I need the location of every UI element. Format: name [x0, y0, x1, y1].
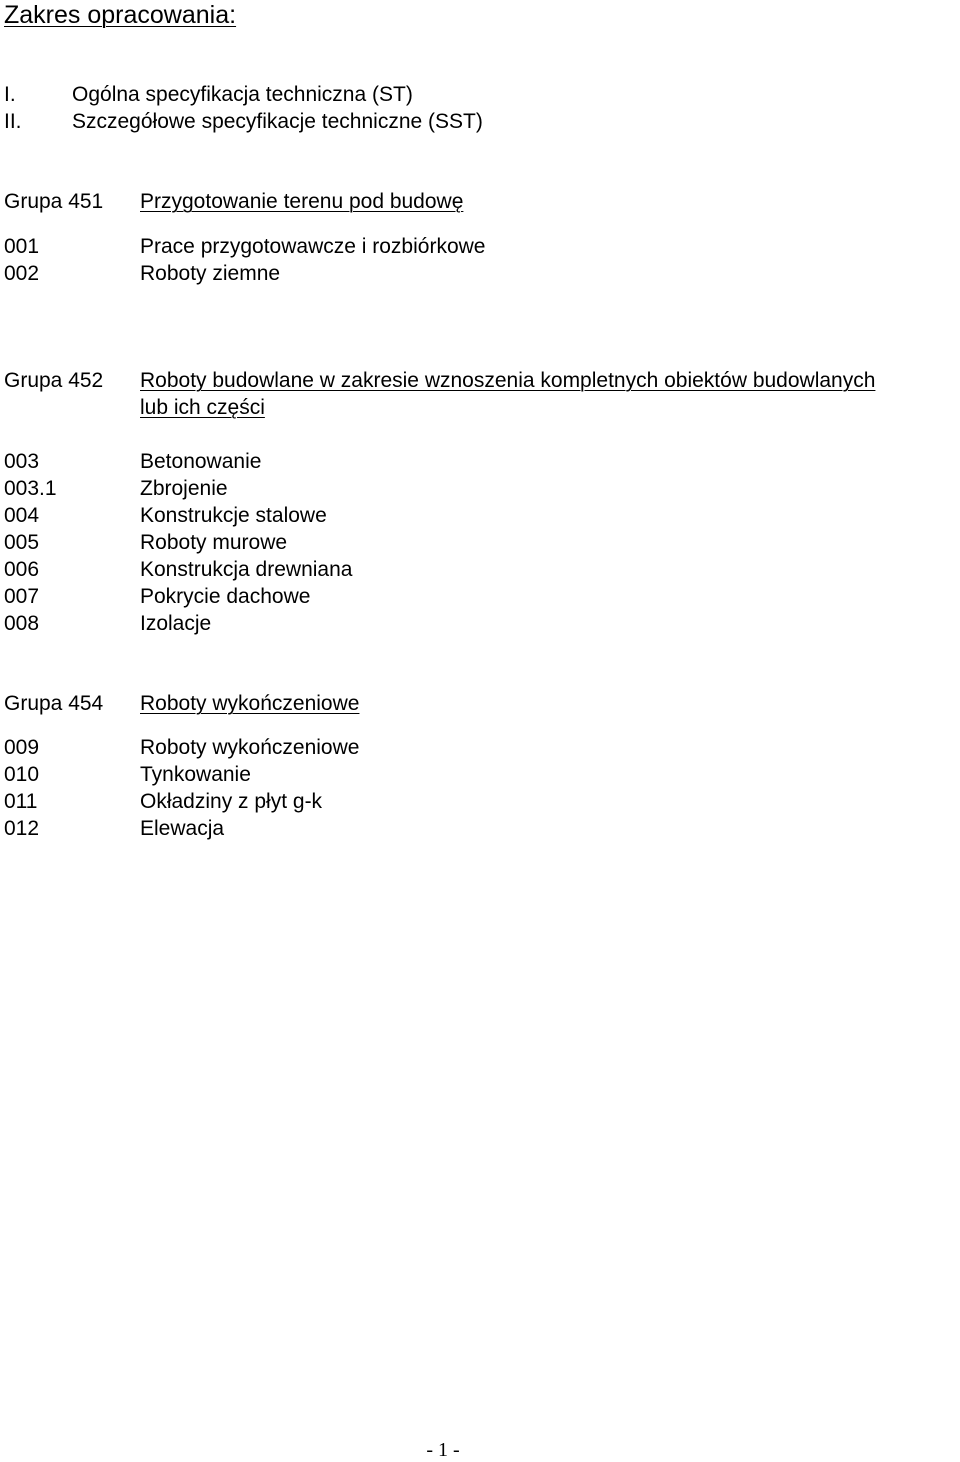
group-label: Grupa 451 — [4, 190, 104, 213]
group-title: Roboty wykończeniowe — [140, 692, 360, 715]
item-code: 006 — [4, 558, 40, 581]
group-title: Przygotowanie terenu pod budowę — [140, 190, 464, 213]
item-code: 001 — [4, 235, 40, 258]
page-number: - 1 - — [426, 1439, 460, 1461]
item-code: 012 — [4, 817, 40, 840]
group-title: Roboty budowlane w zakresie wznoszenia kompletnych obiektów budowlanych — [140, 369, 876, 392]
item-text: Konstrukcje stalowe — [140, 504, 327, 527]
item-text: Okładziny z płyt g-k — [140, 790, 323, 813]
item-code: 004 — [4, 504, 40, 527]
item-text: Prace przygotowawcze i rozbiórkowe — [140, 235, 486, 258]
item-text: Betonowanie — [140, 450, 262, 473]
item-code: 003.1 — [4, 477, 57, 500]
item-text: Elewacja — [140, 817, 225, 840]
item-code: 003 — [4, 450, 40, 473]
item-text: Konstrukcja drewniana — [140, 558, 353, 581]
item-text: Tynkowanie — [140, 763, 251, 786]
group-label: Grupa 454 — [4, 692, 104, 715]
item-code: 008 — [4, 612, 40, 635]
item-text: Roboty ziemne — [140, 262, 281, 285]
section-text: Szczegółowe specyfikacje techniczne (SST) — [72, 110, 483, 133]
group-title-continuation: lub ich części — [140, 396, 265, 419]
section-number: II. — [4, 110, 22, 133]
section-number: I. — [4, 83, 16, 106]
item-code: 005 — [4, 531, 40, 554]
item-code: 010 — [4, 763, 40, 786]
item-code: 011 — [4, 790, 38, 813]
item-text: Zbrojenie — [140, 477, 228, 500]
item-code: 009 — [4, 736, 40, 759]
item-text: Roboty wykończeniowe — [140, 736, 360, 759]
section-text: Ogólna specyfikacja techniczna (ST) — [72, 83, 413, 106]
item-text: Pokrycie dachowe — [140, 585, 311, 608]
document-title: Zakres opracowania: — [4, 1, 237, 29]
item-code: 007 — [4, 585, 40, 608]
item-text: Roboty murowe — [140, 531, 288, 554]
item-text: Izolacje — [140, 612, 212, 635]
item-code: 002 — [4, 262, 40, 285]
group-label: Grupa 452 — [4, 369, 104, 392]
